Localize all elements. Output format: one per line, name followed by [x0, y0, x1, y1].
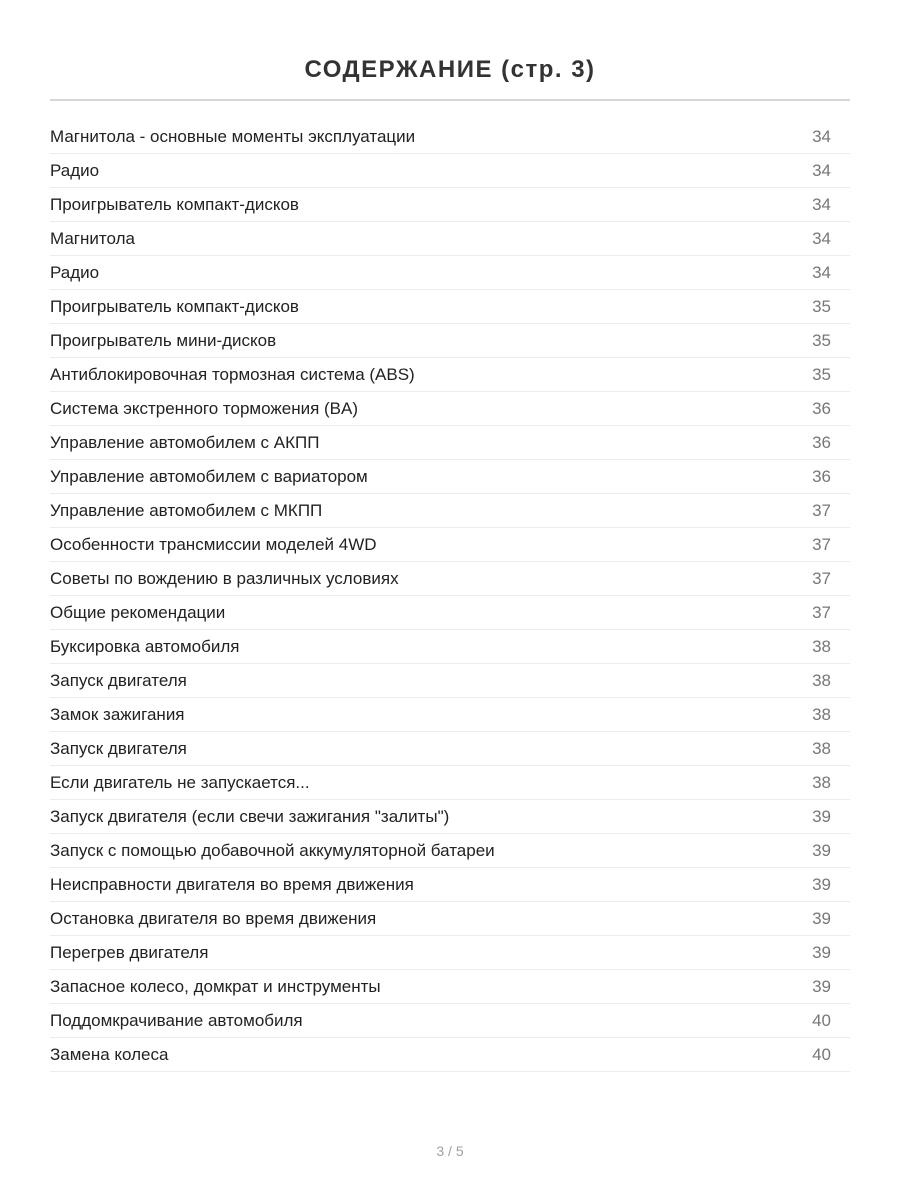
- toc-entry[interactable]: [50, 256, 850, 290]
- page-indicator: 3 / 5: [436, 1143, 464, 1159]
- toc-entry-page: 38: [812, 636, 831, 656]
- toc-entry-page: 34: [812, 126, 831, 146]
- toc-entry-page: 36: [812, 466, 831, 486]
- toc-entry-title: Запуск с помощью добавочной аккумуляторной батареи: [50, 840, 495, 860]
- toc-entry-page: 34: [812, 228, 831, 248]
- toc-entry[interactable]: [50, 154, 850, 188]
- toc-entry[interactable]: [50, 392, 850, 426]
- toc-entry-page: 39: [812, 874, 831, 894]
- toc-entry-title: Общие рекомендации: [50, 602, 226, 622]
- toc-entry-page: 38: [812, 738, 831, 758]
- toc-entry[interactable]: [50, 426, 850, 460]
- toc-entry[interactable]: [50, 460, 850, 494]
- toc-entry[interactable]: [50, 562, 850, 596]
- toc-entry-title: Если двигатель не запускается...: [50, 772, 310, 792]
- toc-entry[interactable]: [50, 596, 850, 630]
- toc-entry[interactable]: [50, 800, 850, 834]
- toc-entry-page: 34: [812, 262, 831, 282]
- toc-entry-page: 34: [812, 160, 831, 180]
- toc-entry[interactable]: [50, 936, 850, 970]
- toc-entry[interactable]: [50, 732, 850, 766]
- toc-entry-page: 38: [812, 704, 831, 724]
- toc-entry-page: 38: [812, 670, 831, 690]
- toc-entry-page: 37: [812, 500, 831, 520]
- toc-entry-page: 35: [812, 364, 831, 384]
- toc-entry-title: Магнитола - основные моменты эксплуатации: [50, 126, 416, 146]
- toc-entry[interactable]: [50, 970, 850, 1004]
- toc-entry[interactable]: [50, 834, 850, 868]
- title-divider: [50, 99, 850, 101]
- toc-entry-title: Магнитола: [50, 228, 135, 248]
- toc-list: [50, 120, 850, 1072]
- toc-entry[interactable]: [50, 120, 850, 154]
- toc-entry-page: 39: [812, 976, 831, 996]
- toc-entry-page: 34: [812, 194, 831, 214]
- toc-entry[interactable]: [50, 358, 850, 392]
- toc-entry[interactable]: [50, 324, 850, 358]
- toc-entry-page: 35: [812, 330, 831, 350]
- toc-entry-title: Проигрыватель компакт-дисков: [50, 296, 299, 316]
- toc-entry-title: Замена колеса: [50, 1044, 169, 1064]
- toc-entry-page: 39: [812, 908, 831, 928]
- toc-entry[interactable]: [50, 188, 850, 222]
- toc-entry-title: Поддомкрачивание автомобиля: [50, 1010, 303, 1030]
- toc-entry-title: Запуск двигателя: [50, 670, 187, 690]
- toc-entry-title: Буксировка автомобиля: [50, 636, 240, 656]
- toc-entry-title: Проигрыватель компакт-дисков: [50, 194, 299, 214]
- page-title: СОДЕРЖАНИЕ (стр. 3): [304, 56, 596, 84]
- toc-entry-page: 37: [812, 568, 831, 588]
- toc-entry-title: Неисправности двигателя во время движения: [50, 874, 414, 894]
- toc-entry-page: 36: [812, 432, 831, 452]
- toc-entry-title: Радио: [50, 262, 100, 282]
- toc-entry-title: Запуск двигателя (если свечи зажигания "залиты"): [50, 806, 450, 826]
- toc-entry-title: Управление автомобилем с АКПП: [50, 432, 320, 452]
- toc-entry-page: 40: [812, 1044, 831, 1064]
- toc-entry-title: Замок зажигания: [50, 704, 185, 724]
- toc-entry-page: 39: [812, 942, 831, 962]
- toc-entry[interactable]: [50, 902, 850, 936]
- toc-entry[interactable]: [50, 868, 850, 902]
- toc-entry-title: Особенности трансмиссии моделей 4WD: [50, 534, 377, 554]
- toc-entry-title: Проигрыватель мини-дисков: [50, 330, 277, 350]
- toc-entry-title: Запасное колесо, домкрат и инструменты: [50, 976, 381, 996]
- toc-entry-page: 40: [812, 1010, 831, 1030]
- toc-entry-title: Запуск двигателя: [50, 738, 187, 758]
- toc-entry-title: Радио: [50, 160, 100, 180]
- toc-entry[interactable]: [50, 1038, 850, 1072]
- toc-entry-page: 37: [812, 602, 831, 622]
- toc-entry-title: Управление автомобилем с МКПП: [50, 500, 323, 520]
- toc-entry-page: 39: [812, 806, 831, 826]
- toc-entry[interactable]: [50, 494, 850, 528]
- toc-entry-title: Советы по вождению в различных условиях: [50, 568, 399, 588]
- toc-entry[interactable]: [50, 664, 850, 698]
- toc-entry-page: 38: [812, 772, 831, 792]
- toc-entry-page: 36: [812, 398, 831, 418]
- toc-entry-page: 39: [812, 840, 831, 860]
- toc-entry[interactable]: [50, 766, 850, 800]
- toc-entry-page: 35: [812, 296, 831, 316]
- toc-entry[interactable]: [50, 630, 850, 664]
- toc-entry-title: Система экстренного торможения (BA): [50, 398, 359, 418]
- toc-entry[interactable]: [50, 290, 850, 324]
- toc-entry[interactable]: [50, 528, 850, 562]
- toc-entry[interactable]: [50, 222, 850, 256]
- toc-entry[interactable]: [50, 1004, 850, 1038]
- toc-entry-page: 37: [812, 534, 831, 554]
- toc-entry[interactable]: [50, 698, 850, 732]
- toc-entry-title: Перегрев двигателя: [50, 942, 209, 962]
- toc-entry-title: Управление автомобилем с вариатором: [50, 466, 368, 486]
- toc-entry-title: Антиблокировочная тормозная система (ABS): [50, 364, 415, 384]
- toc-entry-title: Остановка двигателя во время движения: [50, 908, 377, 928]
